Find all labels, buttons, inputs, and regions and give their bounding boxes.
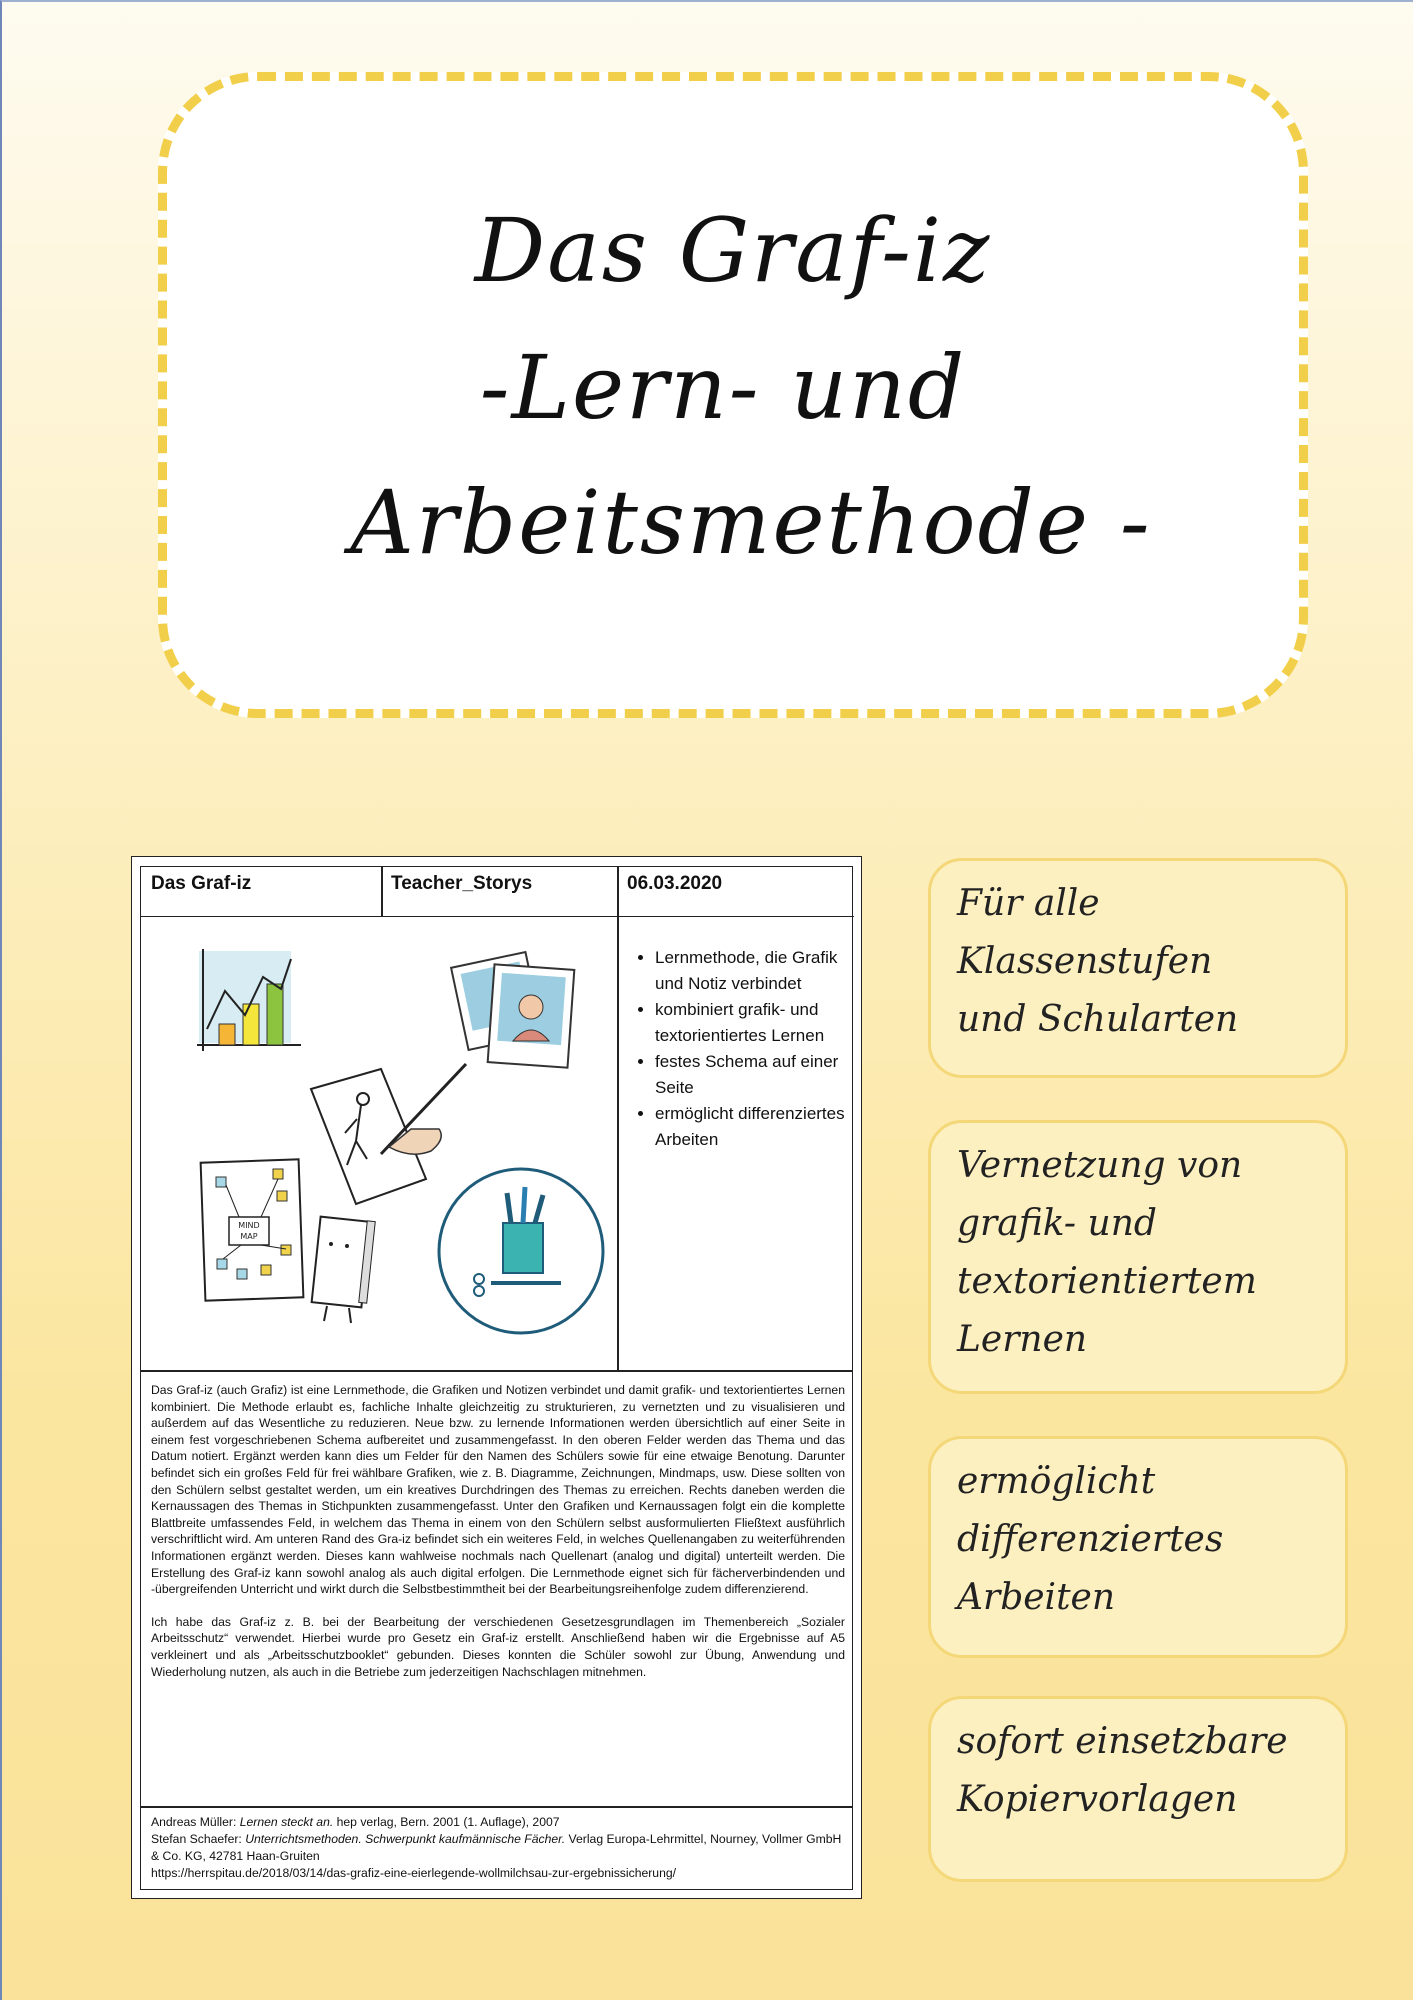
note-card-networking: Vernetzung von grafik- und textorientiertem Lernen xyxy=(928,1120,1348,1394)
bar-chart-illustration xyxy=(197,949,301,1051)
note-card-grades: Für alle Klassenstufen und Schularten xyxy=(928,858,1348,1078)
reference-details: Verlag Europa-Lehrmittel, Nourney, Vollmer GmbH & Co. KG, 42781 Haan-Gruiten xyxy=(151,1832,842,1863)
svg-text:MIND: MIND xyxy=(238,1221,260,1230)
divider xyxy=(381,867,383,917)
reference-title: Lernen steckt an. xyxy=(239,1815,334,1829)
title-card xyxy=(158,72,1308,718)
reference-title: Unterrichtsmethoden. Schwerpunkt kaufmännische Fächer. xyxy=(245,1832,566,1846)
illustrations-panel xyxy=(141,919,615,1369)
title-line-2: -Lern- und xyxy=(479,336,967,439)
pencil-cup-illustration xyxy=(439,1169,603,1333)
key-point: • festes Schema auf einer Seite xyxy=(655,1049,870,1101)
doc-header-date: 06.03.2020 xyxy=(617,867,854,917)
document-preview xyxy=(131,856,862,1899)
photo-portraits-illustration xyxy=(451,952,574,1068)
body-paragraph: Das Graf-iz (auch Grafiz) ist eine Lernmethode, die Grafiken und Notizen verbindet und damit grafik- und textorientiertes Lernen kombiniert. Die Methode erlaubt es, fachliche Inhalte gleichzeitig zu strukturieren, zu vernetzten und zu visualisieren und außerdem auf das Wesentliche zu reduzieren. Neue bzw. zu lernende Informationen werden übersichtlich auf einer Seite in einem fest vorgeschriebenen Schema aufbereitet und zusammengefasst. In den oberen Felder werden das Thema und das Datum notiert. Ergänzt werden kann dies um Felder für den Namen des Schülers sowie für eine etwaige Benotung. Darunter befindet sich ein großes Feld für frei wählbare Grafiken, wie z. B. Diagramme, Zeichnungen, Mindmaps, usw. Diese sollten von den Schülern selbst gestaltet werden, um ein kreatives Durchdringen des Themas zu erreichen. Rechts daneben werden die Kernaussagen des Themas in Stichpunkten zusammengefasst. Unter den Grafiken und Kernaussagen folgt ein die komplette Blattbreite umfassendes Feld, in welchem das Thema in einem von den Schülern selbst ausformulierten Fließtext ausführlich verschriftlicht wird. Am unteren Rand des Gra-iz befindet sich ein weiteres Feld, in welches Quellenangaben zu weiterführenden Informationen ergänzt werden. Dieses kann wahlweise nochmals nach Quellenart (analog und digital) unterteilt werden. Die Erstellung des Graf-iz kann sowohl analog als auch digital erfolgen. Die Lernmethode eignet sich für fächerverbindenden und -übergreifenden Unterricht und wirkt durch die Selbstbestimmtheit bei der Bearbeitungsreihenfolge zudem differenzierend. xyxy=(151,1383,845,1597)
key-point: • kombiniert grafik- und textorientiertes Lernen xyxy=(655,997,870,1049)
divider xyxy=(141,1806,852,1808)
reference-author: Stefan Schaefer: xyxy=(151,1832,246,1846)
note-card-templates: sofort einsetzbare Kopiervorlagen xyxy=(928,1696,1348,1882)
divider xyxy=(617,867,619,1371)
key-points-list xyxy=(631,945,870,1153)
key-point: • Lernmethode, die Grafik und Notiz verbindet xyxy=(655,945,870,997)
divider xyxy=(141,1370,852,1372)
reference-url: https://herrspitau.de/2018/03/14/das-grafiz-eine-eierlegende-wollmilchsau-zur-ergebnissicherung/ xyxy=(151,1866,677,1880)
key-point: • ermöglicht differenziertes Arbeiten xyxy=(655,1101,870,1153)
notebook-character-illustration xyxy=(312,1217,376,1323)
hand-drawing-illustration xyxy=(311,1064,466,1204)
reference-details: hep verlag, Bern. 2001 (1. Auflage), 2007 xyxy=(333,1815,560,1829)
title-line-1: Das Graf-iz xyxy=(474,199,992,302)
note-card-differentiated: ermöglicht differenziertes Arbeiten xyxy=(928,1436,1348,1658)
body-text xyxy=(151,1382,845,1696)
reference-author: Andreas Müller: xyxy=(151,1815,240,1829)
doc-header-title: Das Graf-iz xyxy=(141,867,381,917)
reference-item xyxy=(151,1831,845,1865)
title-line-3: Arbeitsmethode - xyxy=(350,471,1152,574)
svg-text:MAP: MAP xyxy=(240,1232,258,1241)
body-paragraph: Ich habe das Graf-iz z. B. bei der Bearbeitung der verschiedenen Gesetzesgrundlagen im Themenbereich „Sozialer Arbeitsschutz“ verwendet. Hierbei wurde pro Gesetz ein Graf-iz erstellt. Anschließend haben wir die Ergebnisse auf A5 verkleinert und als „Arbeitsschutzbooklet“ gebunden. Dieses konnten die Schüler sowohl zur Übung, Anwendung und Wiederholung nutzen, als auch in die Betriebe zum jederzeitigen Nachschlagen mitnehmen. xyxy=(151,1614,845,1679)
reference-item xyxy=(151,1814,845,1831)
document-frame xyxy=(140,866,853,1890)
mindmap-illustration xyxy=(201,1159,304,1300)
doc-header-author: Teacher_Storys xyxy=(381,867,617,917)
references xyxy=(151,1814,845,1882)
